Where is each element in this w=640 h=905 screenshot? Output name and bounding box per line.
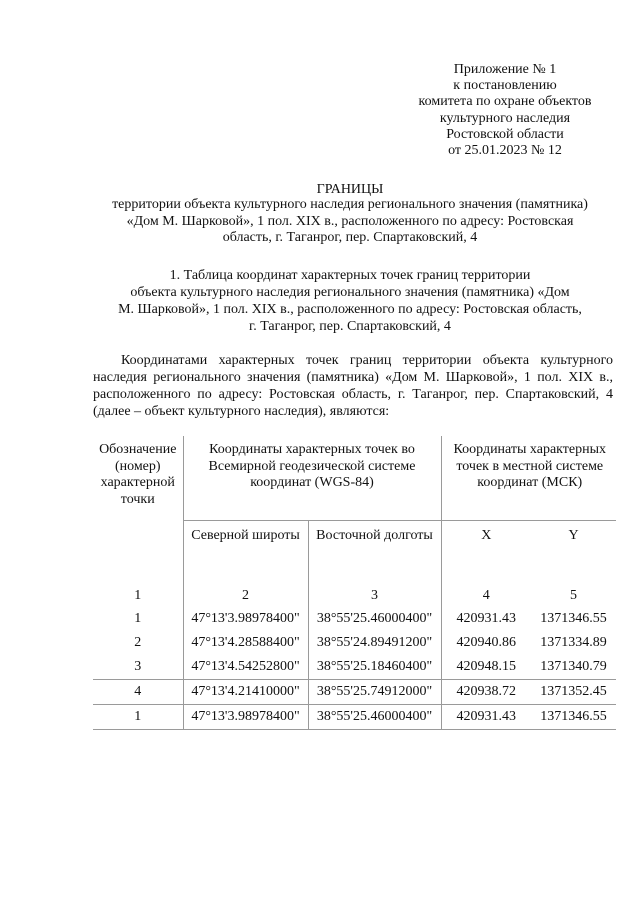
cell-latitude: 47°13'3.98978400" xyxy=(183,607,308,631)
appendix-line: Ростовской области xyxy=(446,126,564,142)
appendix-line: Приложение № 1 xyxy=(453,62,557,77)
appendix-line: комитета по охране объектов xyxy=(418,94,592,110)
coordinates-table xyxy=(93,436,616,730)
table-row xyxy=(93,680,616,705)
document-title: ГРАНИЦЫ xyxy=(316,182,384,197)
column-number: 1 xyxy=(134,588,142,603)
appendix-line: от 25.01.2023 № 12 xyxy=(448,143,562,159)
cell-latitude: 47°13'4.54252800" xyxy=(183,655,308,680)
cell-longitude: 38°55'24.89491200" xyxy=(308,631,441,655)
cell-latitude: 47°13'4.21410000" xyxy=(183,680,308,705)
column-number: 3 xyxy=(308,585,441,607)
subheader-x: X xyxy=(441,521,531,552)
cell-x: 420931.43 xyxy=(441,705,531,730)
table-row xyxy=(93,705,616,730)
table-title-line: 1. Таблица координат характерных точек границ территории xyxy=(169,268,531,283)
intro-paragraph: Координатами характерных точек границ территории объекта культурного наследия регионального значения (памятника) «Дом М. Шарковой», 1 пол. XIX в., расположенного по адресу: Ростовская область, г. Таганрог, пер. Спартаковский, 4 (далее – объект культурного наследия), являются: xyxy=(93,353,613,419)
appendix-line: к постановлению xyxy=(453,78,557,94)
cell-longitude: 38°55'25.74912000" xyxy=(308,680,441,705)
cell-point: 1 xyxy=(93,705,183,730)
cell-latitude: 47°13'3.98978400" xyxy=(183,705,308,730)
cell-point: 1 xyxy=(134,611,142,626)
subheader-longitude: Восточной долготы xyxy=(308,521,441,552)
cell-longitude: 38°55'25.46000400" xyxy=(308,705,441,730)
cell-y: 1371340.79 xyxy=(540,659,607,674)
header-wgs84: Координаты характерных точек во Всемирной геодезической системе координат (WGS-84) xyxy=(183,436,441,521)
cell-x: 420931.43 xyxy=(441,607,531,631)
header-msk: Координаты характерных точек в местной системе координат (МСК) xyxy=(441,436,616,521)
document-subtitle xyxy=(80,197,620,247)
table-row xyxy=(93,655,616,680)
column-number: 2 xyxy=(183,585,308,607)
subheader-y: Y xyxy=(531,521,616,552)
table-title-line: г. Таганрог, пер. Спартаковский, 4 xyxy=(249,319,451,334)
cell-x: 420948.15 xyxy=(441,655,531,680)
column-number: 4 xyxy=(441,585,531,607)
cell-y: 1371346.55 xyxy=(540,611,607,626)
header-point-designation: Обозначение (номер) характерной точки xyxy=(99,442,177,507)
cell-y: 1371346.55 xyxy=(531,705,616,730)
cell-y: 1371352.45 xyxy=(531,680,616,705)
appendix-header xyxy=(395,62,615,159)
cell-point: 2 xyxy=(134,635,142,650)
cell-point: 3 xyxy=(134,659,142,674)
cell-longitude: 38°55'25.18460400" xyxy=(308,655,441,680)
table-title-line: объекта культурного наследия регионального значения (памятника) «Дом xyxy=(130,285,570,300)
appendix-line: культурного наследия xyxy=(439,110,571,126)
column-number: 5 xyxy=(570,588,577,603)
subtitle-line: территории объекта культурного наследия регионального значения (памятника) xyxy=(112,197,588,212)
table-title xyxy=(95,267,605,335)
table-title-line: М. Шарковой», 1 пол. XIX в., расположенного по адресу: Ростовская область, xyxy=(118,302,582,317)
table-row xyxy=(93,607,616,631)
table-row xyxy=(93,631,616,655)
subtitle-line: область, г. Таганрог, пер. Спартаковский, 4 xyxy=(222,230,478,246)
subtitle-line: «Дом М. Шарковой», 1 пол. XIX в., расположенного по адресу: Ростовская xyxy=(126,213,574,229)
cell-x: 420938.72 xyxy=(441,680,531,705)
subheader-latitude: Северной широты xyxy=(183,521,308,552)
cell-latitude: 47°13'4.28588400" xyxy=(183,631,308,655)
cell-point: 4 xyxy=(93,680,183,705)
cell-y: 1371334.89 xyxy=(540,635,607,650)
cell-longitude: 38°55'25.46000400" xyxy=(308,607,441,631)
cell-x: 420940.86 xyxy=(441,631,531,655)
